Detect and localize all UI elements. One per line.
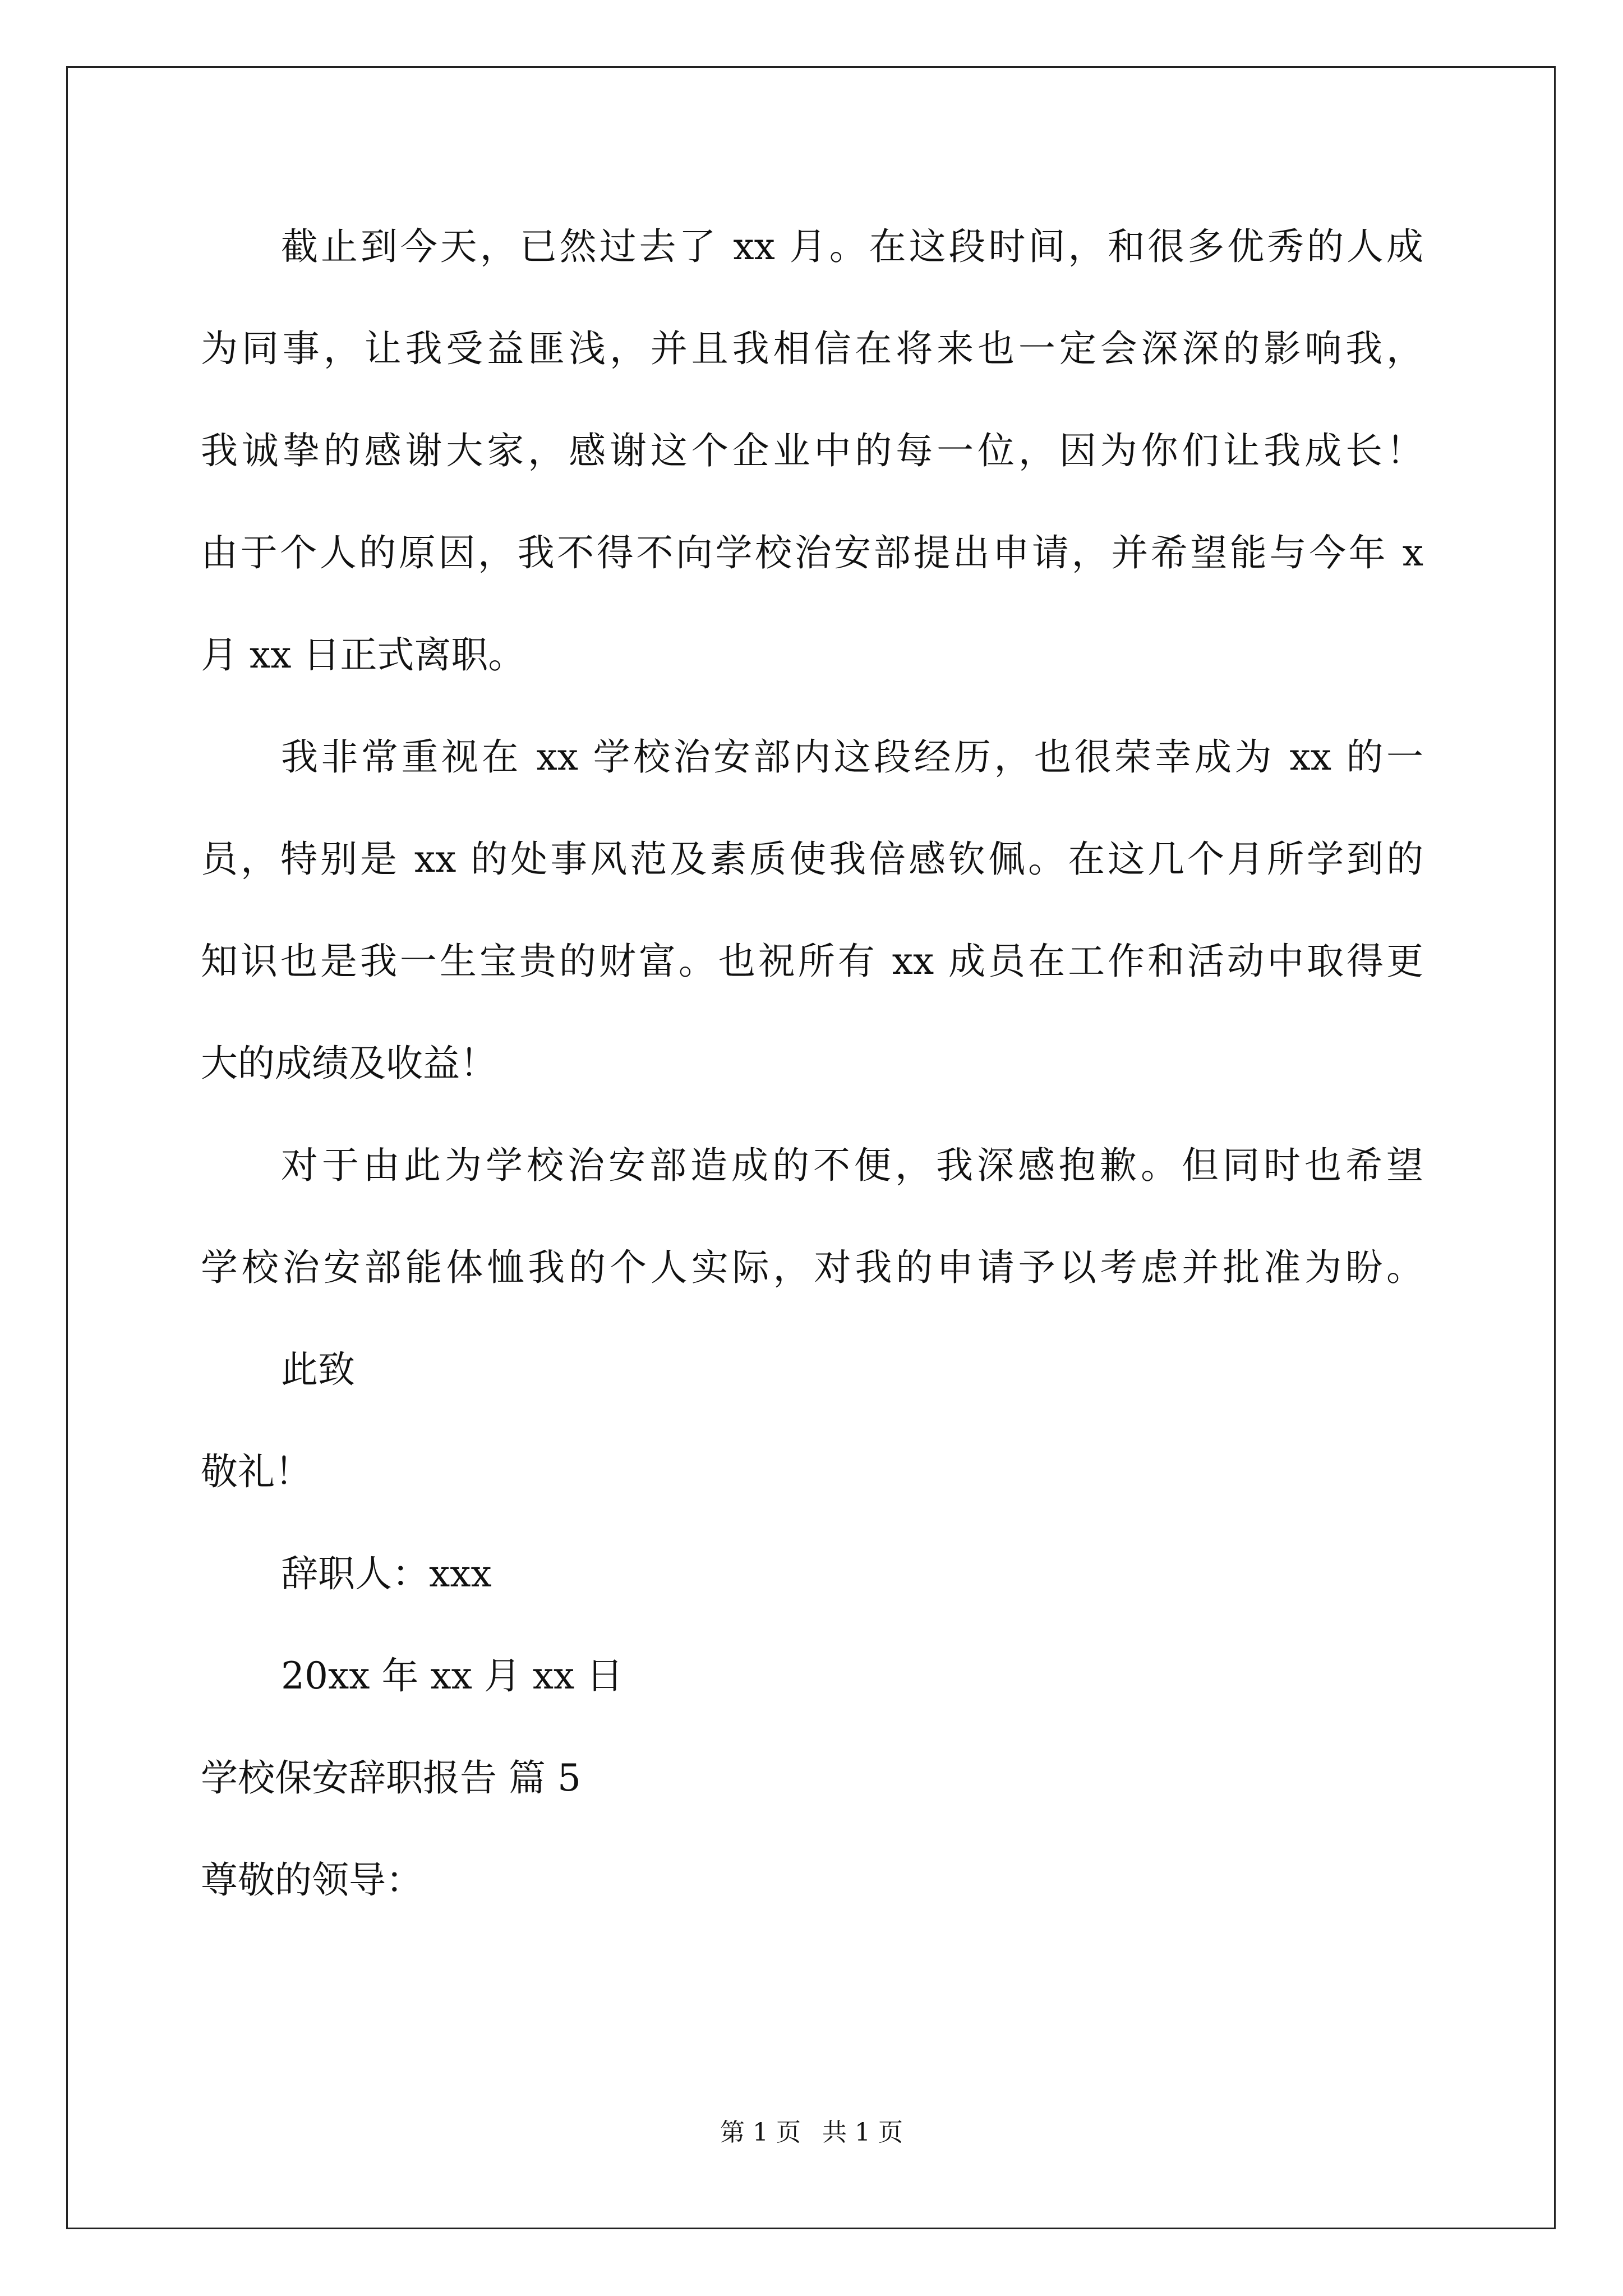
page-total: 共 1 页: [822, 2118, 903, 2147]
paragraph-line: 为同事，让我受益匪浅，并且我相信在将来也一定会深深的影响我，: [201, 327, 1423, 370]
paragraph-line: 学校治安部能体恤我的个人实际，对我的申请予以考虑并批准为盼。: [201, 1246, 1423, 1289]
signature-date: 20xx 年 xx 月 xx 日: [281, 1654, 624, 1697]
closing-regards: 敬礼！: [201, 1450, 312, 1493]
paragraph-line: 我非常重视在 xx 学校治安部内这段经历，也很荣幸成为 xx 的一: [281, 735, 1423, 779]
page-footer: [0, 2116, 1623, 2150]
greeting: 尊敬的领导：: [201, 1858, 423, 1902]
closing-salutation: 此致: [281, 1348, 355, 1391]
paragraph-line: 我诚挚的感谢大家，感谢这个企业中的每一位，因为你们让我成长！: [201, 429, 1423, 472]
section-heading: 学校保安辞职报告 篇 5: [201, 1756, 581, 1800]
paragraph-line: 月 xx 日正式离职。: [201, 633, 525, 677]
paragraph-line: 员，特别是 xx 的处事风范及素质使我倍感钦佩。在这几个月所学到的: [201, 838, 1423, 881]
paragraph-line: 由于个人的原因，我不得不向学校治安部提出申请，并希望能与今年 x: [201, 531, 1423, 574]
signature-name: 辞职人：xxx: [281, 1552, 492, 1595]
page-number: 第 1 页: [720, 2118, 801, 2147]
paragraph-line: 大的成绩及收益！: [201, 1042, 497, 1085]
paragraph-line: 对于由此为学校治安部造成的不便，我深感抱歉。但同时也希望: [281, 1144, 1423, 1187]
paragraph-line: 知识也是我一生宝贵的财富。也祝所有 xx 成员在工作和活动中取得更: [201, 940, 1423, 983]
paragraph-line: 截止到今天，已然过去了 xx 月。在这段时间，和很多优秀的人成: [281, 225, 1423, 268]
